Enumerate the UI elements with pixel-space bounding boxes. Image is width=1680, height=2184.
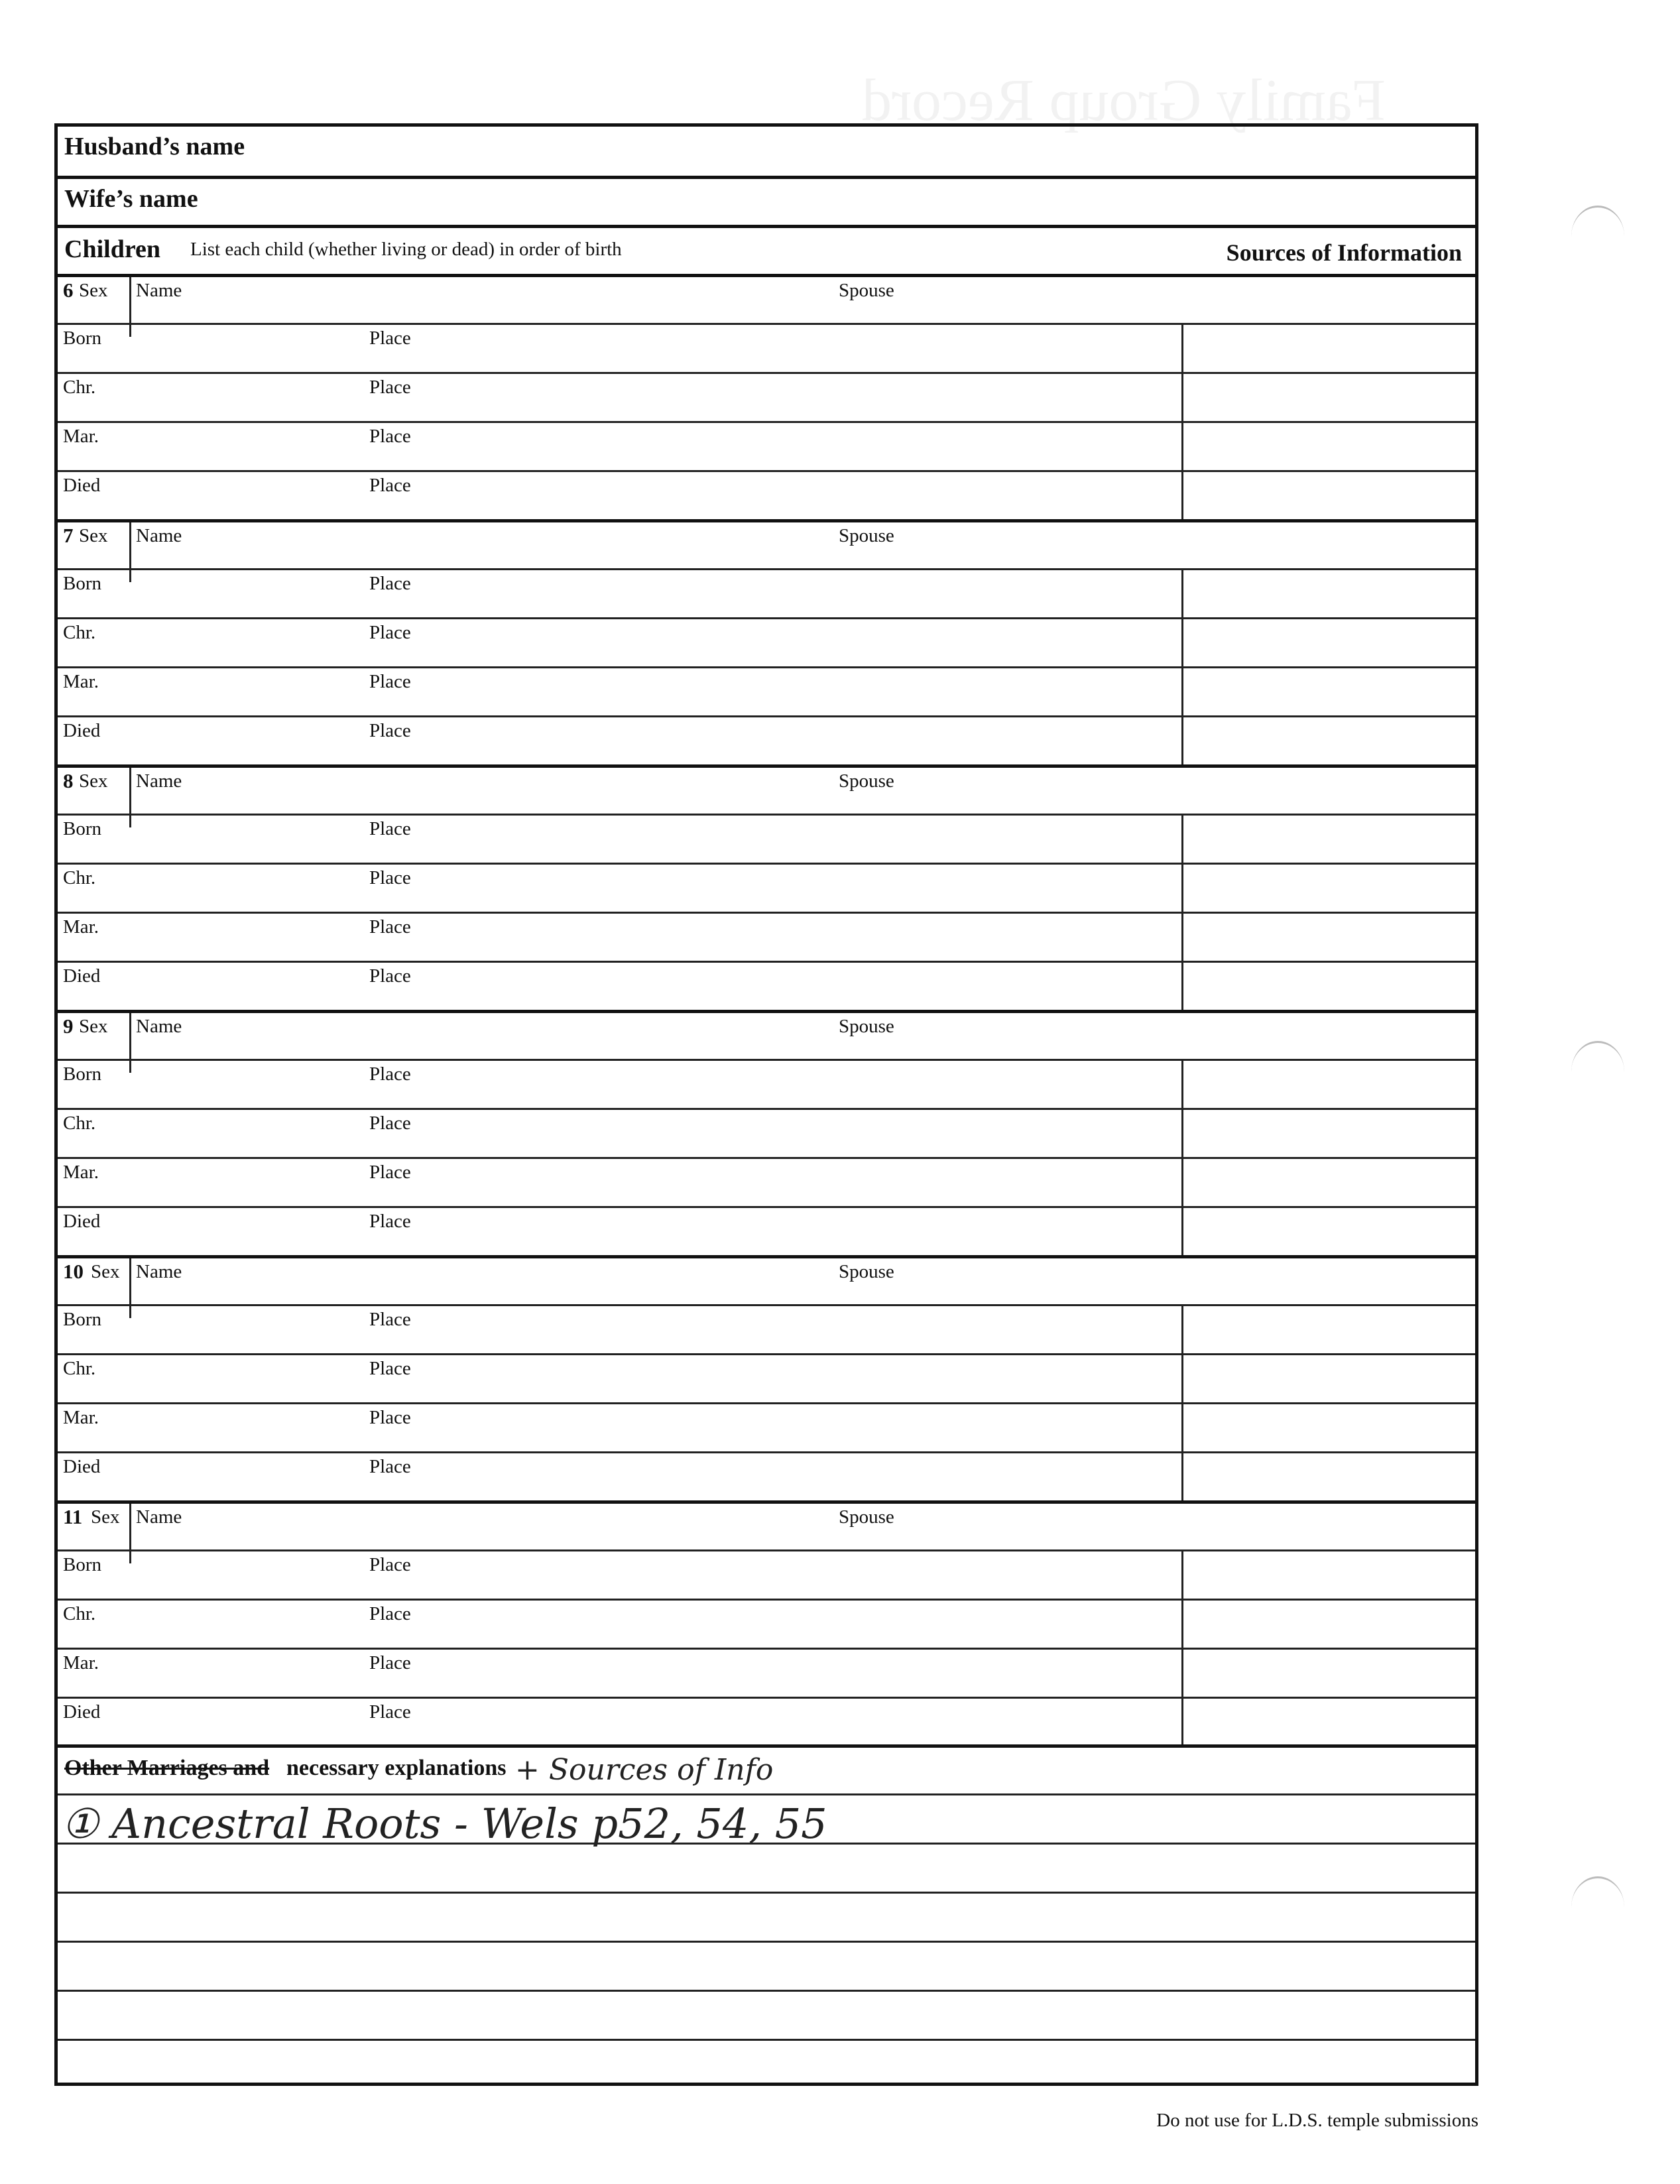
- event-label: Mar.: [63, 1162, 99, 1183]
- child-number: 11: [63, 1505, 83, 1528]
- event-label: Born: [63, 818, 101, 839]
- explanation-line-1: [58, 1793, 1475, 1848]
- sources-column-divider: [1181, 1304, 1183, 1353]
- sources-column-divider: [1181, 1108, 1183, 1157]
- punch-hole-top: [1571, 206, 1624, 267]
- place-label: Place: [369, 1603, 411, 1624]
- children-instructions: List each child (whether living or dead) in order of birth: [190, 239, 622, 260]
- name-label: Name: [136, 1016, 182, 1037]
- place-label: Place: [369, 475, 411, 496]
- child-6-event-row: [58, 470, 1475, 519]
- child-9-event-row: [58, 1108, 1475, 1157]
- place-label: Place: [369, 1407, 411, 1428]
- event-label: Died: [63, 1211, 101, 1232]
- child-7-name-row: [58, 519, 1475, 568]
- child-11-name-row: [58, 1500, 1475, 1549]
- child-10-event-row: [58, 1353, 1475, 1402]
- footer-note: Do not use for L.D.S. temple submissions: [1156, 2110, 1478, 2131]
- sources-column-divider: [1181, 421, 1183, 470]
- place-label: Place: [369, 1652, 411, 1673]
- child-number: 8: [63, 769, 74, 792]
- event-label: Born: [63, 573, 101, 594]
- sources-column-divider: [1181, 863, 1183, 912]
- husband-name-label: Husband’s name: [64, 133, 245, 160]
- place-label: Place: [369, 573, 411, 594]
- handwritten-sources-addition: + Sources of Info: [515, 1753, 774, 1787]
- child-8-event-row: [58, 814, 1475, 863]
- sources-column-divider: [1181, 715, 1183, 764]
- event-label: Chr.: [63, 377, 96, 398]
- event-label: Mar.: [63, 1652, 99, 1673]
- event-label: Died: [63, 1456, 101, 1477]
- child-10-event-row: [58, 1304, 1475, 1353]
- place-label: Place: [369, 1456, 411, 1477]
- event-label: Mar.: [63, 671, 99, 692]
- sources-column-divider: [1181, 1206, 1183, 1255]
- sources-column-divider: [1181, 1059, 1183, 1108]
- event-label: Died: [63, 965, 101, 987]
- event-label: Born: [63, 1554, 101, 1575]
- child-10-event-row: [58, 1402, 1475, 1451]
- name-label: Name: [136, 1261, 182, 1282]
- event-label: Chr.: [63, 867, 96, 888]
- place-label: Place: [369, 1554, 411, 1575]
- event-label: Born: [63, 1309, 101, 1330]
- sex-label: Sex: [91, 1261, 120, 1282]
- place-label: Place: [369, 916, 411, 938]
- child-number: 9: [63, 1014, 74, 1038]
- punch-hole-bottom: [1571, 1876, 1624, 1938]
- explanation-line-3: [58, 1892, 1475, 1941]
- spouse-label: Spouse: [839, 280, 894, 301]
- event-label: Chr.: [63, 622, 96, 643]
- place-label: Place: [369, 818, 411, 839]
- child-11-event-row: [58, 1549, 1475, 1599]
- event-label: Chr.: [63, 1603, 96, 1624]
- necessary-explanations-label: necessary explanations: [286, 1756, 507, 1780]
- place-label: Place: [369, 720, 411, 741]
- sources-column-divider: [1181, 1451, 1183, 1500]
- sources-column-divider: [1181, 1697, 1183, 1746]
- place-label: Place: [369, 1063, 411, 1085]
- sources-column-divider: [1181, 372, 1183, 421]
- place-label: Place: [369, 1309, 411, 1330]
- sources-column-divider: [1181, 912, 1183, 961]
- child-7-event-row: [58, 568, 1475, 617]
- place-label: Place: [369, 1113, 411, 1134]
- child-6-event-row: [58, 323, 1475, 372]
- explanation-line-5: [58, 1990, 1475, 2039]
- event-label: Mar.: [63, 916, 99, 938]
- sources-column-divider: [1181, 961, 1183, 1010]
- sources-column-divider: [1181, 1599, 1183, 1648]
- family-group-form: [54, 123, 1478, 2086]
- place-label: Place: [369, 1211, 411, 1232]
- event-label: Died: [63, 720, 101, 741]
- handwritten-ancestral-roots-note: ① Ancestral Roots - Wels p52, 54, 55: [62, 1799, 827, 1848]
- child-7-event-row: [58, 715, 1475, 764]
- sources-of-information-label: Sources of Information: [1226, 239, 1462, 266]
- sex-label: Sex: [91, 1506, 120, 1528]
- child-11-event-row: [58, 1648, 1475, 1697]
- spouse-label: Spouse: [839, 770, 894, 792]
- child-8-name-row: [58, 764, 1475, 814]
- children-label: Children: [64, 235, 161, 263]
- event-label: Died: [63, 1701, 101, 1723]
- child-6-name-row: [58, 274, 1475, 323]
- child-7-event-row: [58, 617, 1475, 666]
- sources-column-divider: [1181, 1549, 1183, 1599]
- place-label: Place: [369, 965, 411, 987]
- children-header-row: [58, 225, 1475, 274]
- child-number: 6: [63, 278, 74, 302]
- spouse-label: Spouse: [839, 1506, 894, 1528]
- sources-column-divider: [1181, 1157, 1183, 1206]
- child-11-event-row: [58, 1697, 1475, 1746]
- wife-row: [58, 176, 1475, 225]
- child-10-name-row: [58, 1255, 1475, 1304]
- name-label: Name: [136, 1506, 182, 1528]
- event-label: Died: [63, 475, 101, 496]
- sources-column-divider: [1181, 1353, 1183, 1402]
- event-label: Born: [63, 328, 101, 349]
- sources-column-divider: [1181, 1402, 1183, 1451]
- event-label: Mar.: [63, 1407, 99, 1428]
- child-9-event-row: [58, 1206, 1475, 1255]
- name-label: Name: [136, 280, 182, 301]
- event-label: Born: [63, 1063, 101, 1085]
- child-10-event-row: [58, 1451, 1475, 1500]
- place-label: Place: [369, 377, 411, 398]
- place-label: Place: [369, 1701, 411, 1723]
- child-7-event-row: [58, 666, 1475, 715]
- child-9-event-row: [58, 1059, 1475, 1108]
- sources-column-divider: [1181, 470, 1183, 519]
- place-label: Place: [369, 1162, 411, 1183]
- sources-column-divider: [1181, 568, 1183, 617]
- child-9-event-row: [58, 1157, 1475, 1206]
- place-label: Place: [369, 622, 411, 643]
- punch-hole-middle: [1571, 1041, 1624, 1103]
- sources-column-divider: [1181, 323, 1183, 372]
- event-label: Chr.: [63, 1358, 96, 1379]
- event-label: Mar.: [63, 426, 99, 447]
- wife-name-label: Wife’s name: [64, 185, 198, 213]
- place-label: Place: [369, 867, 411, 888]
- sex-label: Sex: [79, 280, 108, 301]
- sources-column-divider: [1181, 1648, 1183, 1697]
- explanation-line-6: [58, 2039, 1475, 2089]
- sex-label: Sex: [79, 770, 108, 792]
- event-label: Chr.: [63, 1113, 96, 1134]
- place-label: Place: [369, 671, 411, 692]
- sources-column-divider: [1181, 814, 1183, 863]
- spouse-label: Spouse: [839, 1261, 894, 1282]
- sex-label: Sex: [79, 1016, 108, 1037]
- spouse-label: Spouse: [839, 525, 894, 546]
- child-8-event-row: [58, 912, 1475, 961]
- place-label: Place: [369, 426, 411, 447]
- spouse-label: Spouse: [839, 1016, 894, 1037]
- child-6-event-row: [58, 421, 1475, 470]
- sources-column-divider: [1181, 617, 1183, 666]
- child-9-name-row: [58, 1010, 1475, 1059]
- sex-label: Sex: [79, 525, 108, 546]
- child-11-event-row: [58, 1599, 1475, 1648]
- child-8-event-row: [58, 863, 1475, 912]
- explanation-line-2: [58, 1843, 1475, 1892]
- explanation-line-4: [58, 1941, 1475, 1990]
- child-6-event-row: [58, 372, 1475, 421]
- other-marriages-struck-label: Other Marriages and: [64, 1756, 270, 1780]
- husband-row: [58, 127, 1475, 176]
- child-number: 10: [63, 1260, 84, 1283]
- bleed-through-title: Family Group Record: [862, 68, 1386, 133]
- child-number: 7: [63, 524, 74, 547]
- place-label: Place: [369, 1358, 411, 1379]
- sources-column-divider: [1181, 666, 1183, 715]
- place-label: Place: [369, 328, 411, 349]
- child-8-event-row: [58, 961, 1475, 1010]
- name-label: Name: [136, 525, 182, 546]
- name-label: Name: [136, 770, 182, 792]
- other-marriages-header: [58, 1744, 1475, 1793]
